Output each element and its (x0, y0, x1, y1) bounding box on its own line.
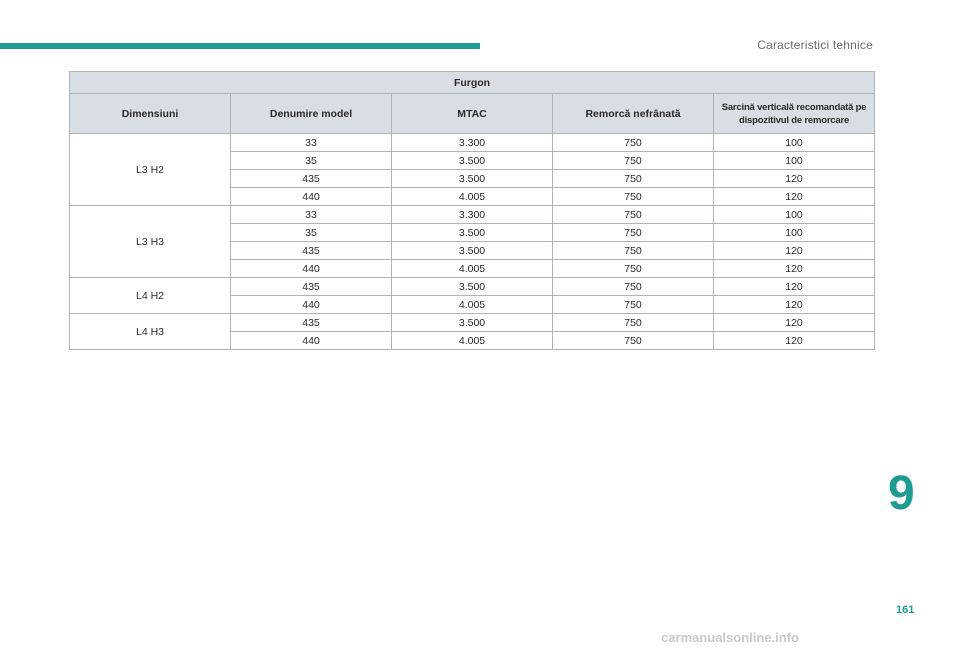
table-cell: 750 (553, 242, 714, 260)
table-cell: 4.005 (392, 296, 553, 314)
table-cell: 440 (231, 188, 392, 206)
table-row (70, 314, 875, 332)
table-cell: 750 (553, 296, 714, 314)
table-cell: 435 (231, 314, 392, 332)
table-cell: 750 (553, 260, 714, 278)
table-cell: 750 (553, 170, 714, 188)
dimension-label: L4 H3 (70, 314, 231, 350)
table-cell: 100 (714, 134, 875, 152)
table-cell: 33 (231, 134, 392, 152)
dimension-label: L3 H3 (70, 206, 231, 278)
table-cell: 4.005 (392, 332, 553, 350)
table-cell: 750 (553, 224, 714, 242)
watermark: carmanualsonline.info (661, 630, 799, 645)
specifications-table (69, 71, 875, 350)
page-number: 161 (896, 604, 915, 616)
table-cell: 100 (714, 206, 875, 224)
table-cell: 750 (553, 206, 714, 224)
table-row (70, 206, 875, 224)
table-cell: 750 (553, 188, 714, 206)
table-title: Furgon (70, 72, 875, 94)
table-cell: 435 (231, 170, 392, 188)
table-cell: 120 (714, 188, 875, 206)
table-cell: 100 (714, 224, 875, 242)
column-header-mtac: MTAC (392, 94, 553, 134)
table-cell: 750 (553, 134, 714, 152)
table-row (70, 278, 875, 296)
dimension-label: L4 H2 (70, 278, 231, 314)
table-cell: 440 (231, 260, 392, 278)
table-cell: 120 (714, 242, 875, 260)
table-cell: 120 (714, 332, 875, 350)
dimension-label: L3 H2 (70, 134, 231, 206)
table-cell: 440 (231, 332, 392, 350)
table-cell: 120 (714, 278, 875, 296)
table-cell: 35 (231, 224, 392, 242)
table-cell: 100 (714, 152, 875, 170)
column-header-dimensions: Dimensiuni (70, 94, 231, 134)
table-cell: 3.500 (392, 170, 553, 188)
section-title: Caracteristici tehnice (757, 38, 873, 52)
chapter-number: 9 (888, 467, 915, 520)
table-cell: 435 (231, 242, 392, 260)
table-cell: 33 (231, 206, 392, 224)
table-cell: 3.500 (392, 152, 553, 170)
table-cell: 3.300 (392, 206, 553, 224)
table-cell: 750 (553, 314, 714, 332)
table-cell: 750 (553, 152, 714, 170)
column-header-model: Denumire model (231, 94, 392, 134)
table-cell: 440 (231, 296, 392, 314)
table-cell: 120 (714, 296, 875, 314)
table-cell: 3.300 (392, 134, 553, 152)
header-accent-bar (0, 43, 480, 49)
table-row (70, 134, 875, 152)
table-cell: 120 (714, 314, 875, 332)
table-cell: 120 (714, 170, 875, 188)
table-cell: 4.005 (392, 260, 553, 278)
table-cell: 750 (553, 332, 714, 350)
table-cell: 120 (714, 260, 875, 278)
table-cell: 750 (553, 278, 714, 296)
table-cell: 435 (231, 278, 392, 296)
table-cell: 3.500 (392, 278, 553, 296)
table-cell: 35 (231, 152, 392, 170)
column-header-unbraked-trailer: Remorcă nefrânată (553, 94, 714, 134)
column-header-towbar-load: Sarcină verticală recomandată pe dispozitivul de remorcare (714, 94, 875, 134)
table-cell: 3.500 (392, 314, 553, 332)
table-cell: 3.500 (392, 242, 553, 260)
table-cell: 3.500 (392, 224, 553, 242)
table-cell: 4.005 (392, 188, 553, 206)
